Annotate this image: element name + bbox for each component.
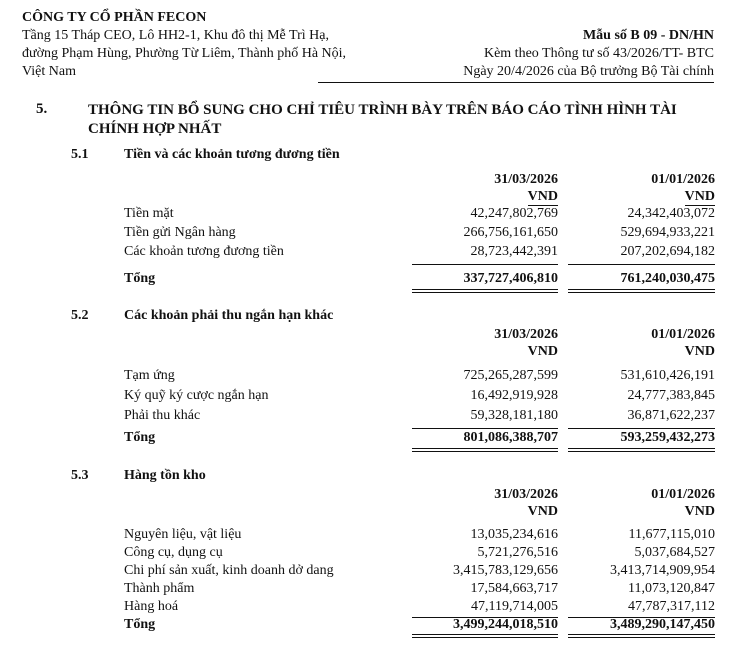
table-cell-value: 3,415,783,129,656 — [453, 563, 558, 578]
column-unit: VND — [684, 504, 715, 519]
company-address-line-2: đường Phạm Hùng, Phường Từ Liêm, Thành phố Hà Nội, — [22, 46, 347, 61]
table-row-label: Tạm ứng — [124, 368, 175, 383]
table-row-label: Công cụ, dụng cụ — [124, 545, 223, 560]
form-underline — [318, 82, 714, 83]
column-date: 31/03/2026 — [494, 172, 558, 187]
table-row-label: Tiền gửi Ngân hàng — [124, 225, 236, 240]
column-header — [545, 486, 715, 520]
subsection-title: Tiền và các khoản tương đương tiền — [124, 147, 340, 162]
total-cell-value: 3,499,244,018,510 — [453, 617, 558, 632]
table-cell-value: 47,787,317,112 — [628, 599, 715, 614]
table-row-label: Hàng hoá — [124, 599, 179, 614]
table-cell-value: 28,723,442,391 — [470, 244, 558, 259]
subsection-number: 5.1 — [71, 147, 89, 162]
subsection-number: 5.3 — [71, 468, 89, 483]
subtotal-rule — [568, 428, 715, 429]
total-cell-value: 801,086,388,707 — [463, 430, 558, 445]
section-number: 5. — [36, 101, 48, 117]
total-double-rule — [412, 634, 558, 638]
table-cell-value: 36,871,622,237 — [627, 408, 715, 423]
form-reference-line-1: Kèm theo Thông tư số 43/2026/TT- BTC — [483, 46, 714, 61]
subsection-title: Hàng tồn kho — [124, 468, 206, 483]
form-reference-line-2: Ngày 20/4/2026 của Bộ trưởng Bộ Tài chính — [463, 64, 714, 79]
table-cell-value: 47,119,714,005 — [471, 599, 558, 614]
table-cell-value: 11,073,120,847 — [628, 581, 715, 596]
total-row-label: Tổng — [124, 271, 156, 286]
table-row-label: Phải thu khác — [124, 408, 201, 423]
total-double-rule — [568, 634, 715, 638]
company-address-line-3: Việt Nam — [22, 64, 76, 79]
column-unit: VND — [527, 344, 558, 359]
total-row-label: Tổng — [124, 617, 156, 632]
subsection-title: Các khoản phải thu ngắn hạn khác — [124, 308, 334, 323]
total-row-label: Tổng — [124, 430, 156, 445]
subtotal-rule — [568, 264, 715, 265]
table-cell-value: 13,035,234,616 — [470, 527, 558, 542]
table-cell-value: 207,202,694,182 — [620, 244, 715, 259]
total-cell-value: 3,489,290,147,450 — [610, 617, 715, 632]
table-cell-value: 725,265,287,599 — [463, 368, 558, 383]
total-cell-value: 337,727,406,810 — [463, 271, 558, 286]
subsection-number: 5.2 — [71, 308, 89, 323]
table-cell-value: 531,610,426,191 — [620, 368, 715, 383]
section-title: THÔNG TIN BỔ SUNG CHO CHỈ TIÊU TRÌNH BÀY TRÊN BÁO CÁO TÌNH HÌNH TÀI CHÍNH HỢP NHẤT — [88, 102, 677, 137]
table-row-label: Các khoản tương đương tiền — [124, 244, 284, 259]
table-row-label: Nguyên liệu, vật liệu — [124, 527, 242, 542]
column-date: 01/01/2026 — [651, 327, 715, 342]
company-address-line-1: Tầng 15 Tháp CEO, Lô HH2-1, Khu đô thị Mễ Trì Hạ, — [22, 28, 329, 43]
table-cell-value: 42,247,802,769 — [470, 206, 558, 221]
column-unit: VND — [527, 189, 558, 204]
column-date: 01/01/2026 — [651, 172, 715, 187]
table-cell-value: 24,342,403,072 — [627, 206, 715, 221]
table-cell-value: 17,584,663,717 — [470, 581, 558, 596]
column-header — [388, 326, 558, 360]
total-double-rule — [412, 448, 558, 452]
form-code: Mẫu số B 09 - DN/HN — [582, 28, 714, 43]
column-date: 31/03/2026 — [494, 327, 558, 342]
column-header — [545, 326, 715, 360]
company-name: CÔNG TY CỔ PHẦN FECON — [22, 10, 207, 25]
total-cell-value: 761,240,030,475 — [620, 271, 715, 286]
table-cell-value: 11,677,115,010 — [628, 527, 715, 542]
total-double-rule — [568, 448, 715, 452]
total-cell-value: 593,259,432,273 — [620, 430, 715, 445]
table-row-label: Chi phí sản xuất, kinh doanh dở dang — [124, 563, 334, 578]
table-cell-value: 266,756,161,650 — [463, 225, 558, 240]
subtotal-rule — [412, 428, 558, 429]
table-cell-value: 5,721,276,516 — [477, 545, 558, 560]
table-cell-value: 59,328,181,180 — [470, 408, 558, 423]
table-cell-value: 5,037,684,527 — [634, 545, 715, 560]
column-header — [388, 171, 558, 206]
column-unit: VND — [527, 504, 558, 519]
column-unit: VND — [684, 189, 715, 204]
table-cell-value: 529,694,933,221 — [620, 225, 715, 240]
column-header — [545, 171, 715, 206]
column-date: 01/01/2026 — [651, 487, 715, 502]
subtotal-rule — [412, 264, 558, 265]
column-unit: VND — [684, 344, 715, 359]
column-date: 31/03/2026 — [494, 487, 558, 502]
table-row-label: Tiền mặt — [124, 206, 174, 221]
table-cell-value: 24,777,383,845 — [627, 388, 715, 403]
total-double-rule — [412, 289, 558, 293]
table-cell-value: 3,413,714,909,954 — [610, 563, 715, 578]
total-double-rule — [568, 289, 715, 293]
column-header — [388, 486, 558, 520]
table-row-label: Ký quỹ ký cược ngắn hạn — [124, 388, 269, 403]
table-cell-value: 16,492,919,928 — [470, 388, 558, 403]
table-row-label: Thành phẩm — [124, 581, 195, 596]
